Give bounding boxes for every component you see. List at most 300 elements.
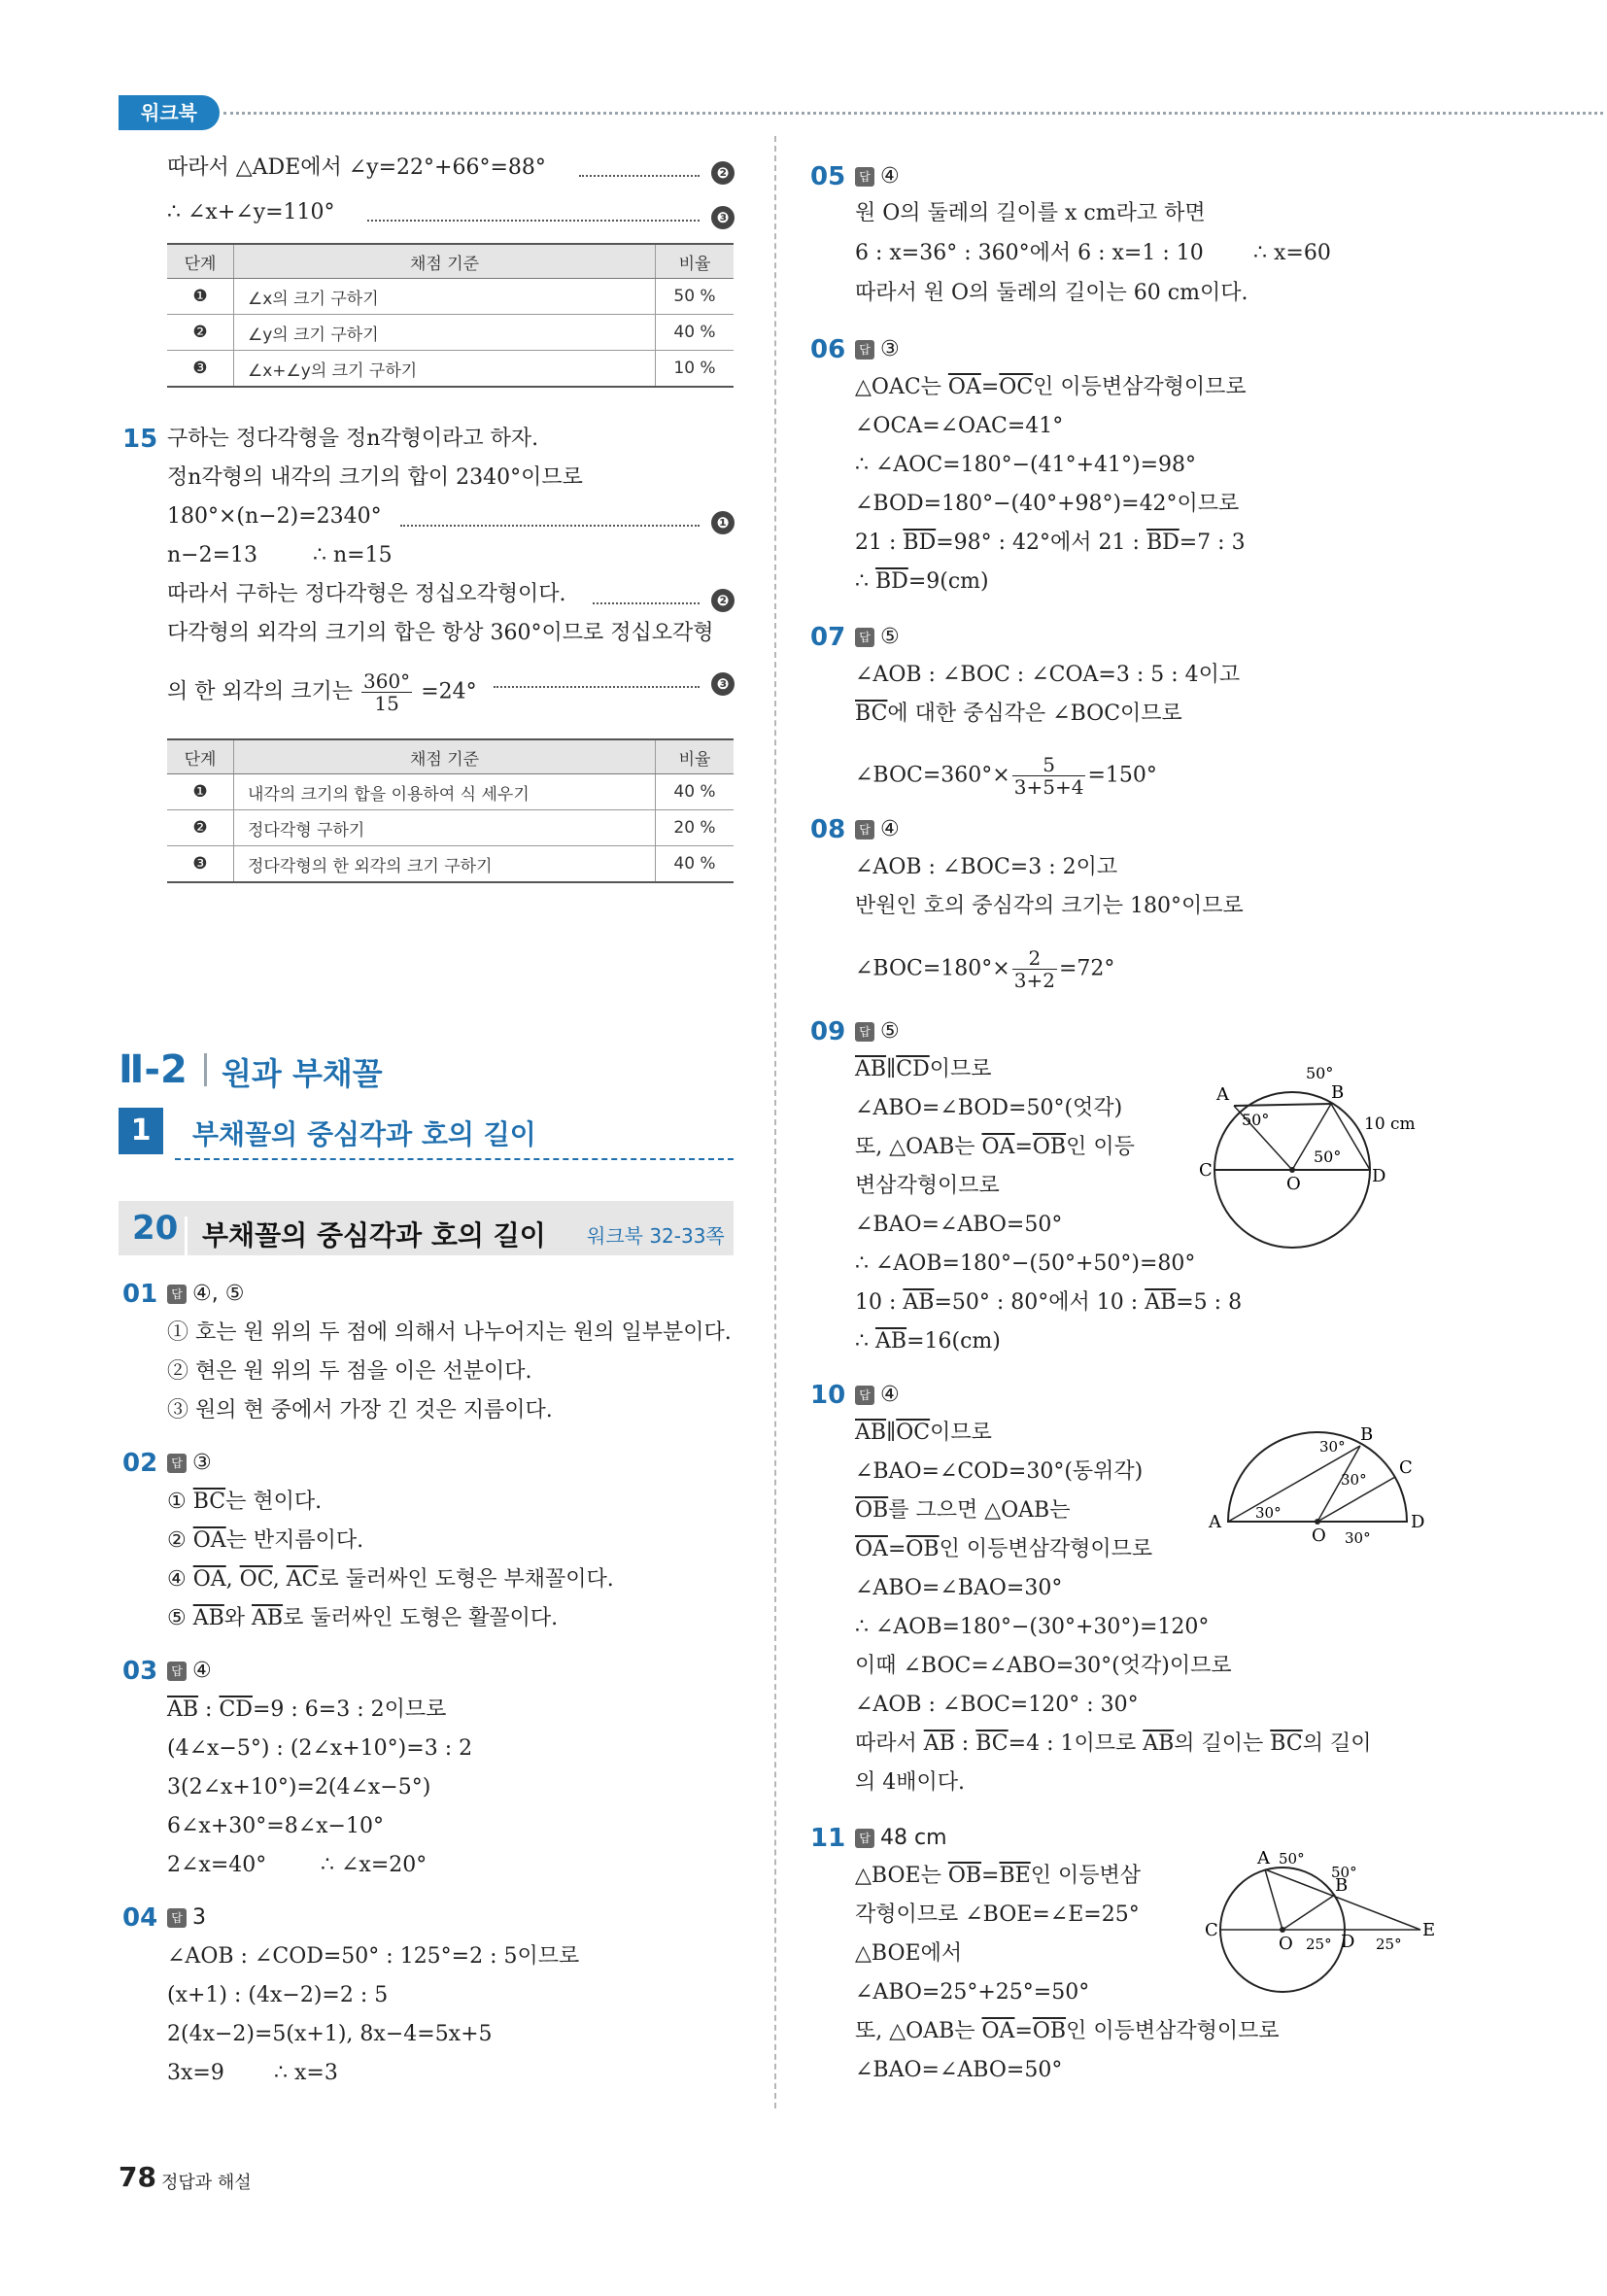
text: ∥ — [886, 1057, 897, 1081]
marker-3: ❸ — [711, 206, 735, 229]
text: , — [225, 1567, 240, 1592]
p15-line-4a: n−2=13 — [167, 543, 258, 567]
scoring-table-2 — [167, 738, 734, 883]
radius-ob — [1282, 1895, 1335, 1930]
p06-line-2: ∠OCA=∠OAC=41° — [855, 414, 1064, 438]
p05-line-3: 따라서 원 O의 둘레의 길이는 60 cm이다. — [855, 281, 1248, 305]
p15-line-7a: 의 한 외각의 크기는 — [167, 679, 353, 704]
label-d: D — [1411, 1512, 1425, 1532]
p10-line-10: 의 4배이다. — [855, 1770, 965, 1795]
segment: $\overline{OA}$ — [981, 2019, 1015, 2043]
problem-number: 01 — [122, 1280, 158, 1309]
p11-line-2: 각형이므로 ∠BOE=∠E=25° — [855, 1902, 1140, 1927]
problem-number: 02 — [122, 1449, 158, 1478]
circle-figure-09 — [1199, 1055, 1428, 1250]
problem-number: 08 — [810, 815, 846, 844]
arc: $\overline{AB}$ — [252, 1606, 284, 1630]
table-cell: 10 % — [656, 351, 735, 388]
answer-line — [855, 623, 900, 652]
segment: $\overline{OA}$ — [192, 1528, 226, 1553]
p10-line-2: ∠BAO=∠COD=30°(동위각) — [855, 1459, 1144, 1484]
answer-badge: 답 — [855, 1022, 874, 1042]
lesson-number: 20 — [132, 1209, 179, 1248]
table-cell: ❸ — [167, 351, 234, 388]
text: =150° — [1087, 763, 1157, 788]
label-o: O — [1279, 1934, 1293, 1954]
answer-value: ⑤ — [880, 1019, 900, 1044]
text: 의 길이는 — [1174, 1731, 1271, 1756]
arc: $\overline{AB}$ — [167, 1697, 199, 1722]
page-number: 78 — [119, 2161, 156, 2193]
p06-line-5 — [855, 529, 1246, 558]
p15-line-1: 구하는 정다각형을 정n각형이라고 하자. — [167, 427, 539, 451]
segment: $\overline{OB}$ — [1032, 1135, 1067, 1159]
footer-text: 정답과 해설 — [161, 2173, 252, 2193]
answer-value: ③ — [192, 1451, 212, 1475]
p04-line-4a: 3x=9 — [167, 2061, 224, 2085]
table-header: 단계 — [167, 244, 234, 279]
p01-line-1: ① 호는 원 위의 두 점에 의해서 나누어지는 원의 일부분이다. — [167, 1320, 732, 1345]
table-cell: ❶ — [167, 279, 234, 315]
p10-line-5: ∠ABO=∠BAO=30° — [855, 1576, 1063, 1600]
answer-badge: 답 — [167, 1662, 187, 1681]
table-cell: ∠x+∠y의 크기 구하기 — [234, 351, 656, 388]
problem-number: 15 — [122, 425, 158, 454]
p15-line-7 — [167, 670, 477, 714]
text: : — [954, 1731, 976, 1756]
text: =9 : 6=3 : 2이므로 — [252, 1697, 447, 1722]
p11-line-6: ∠BAO=∠ABO=50° — [855, 2058, 1063, 2082]
marker-1: ❶ — [711, 511, 735, 534]
arc: $\overline{AB}$ — [903, 1290, 935, 1315]
p15-line-5: 따라서 구하는 정다각형은 정십오각형이다. — [167, 582, 566, 606]
arc: $\overline{BC}$ — [1270, 1731, 1303, 1756]
section-title: 원과 부채꼴 — [222, 1055, 383, 1092]
marker-2: ❷ — [711, 589, 735, 612]
arc: $\overline{BC}$ — [975, 1731, 1009, 1756]
denominator: 15 — [374, 692, 399, 715]
answer-badge: 답 — [855, 628, 874, 647]
text: 10 : — [855, 1290, 904, 1315]
p02-line-1 — [167, 1488, 322, 1517]
angle-label: 50° — [1242, 1111, 1270, 1129]
leader-dots — [400, 525, 700, 527]
table-header: 비율 — [656, 244, 735, 279]
p07-line-3 — [855, 754, 1157, 798]
p15-line-7b: =24° — [421, 679, 477, 704]
answer-line — [167, 1280, 244, 1309]
table-cell: 50 % — [656, 279, 735, 315]
chord-ab — [1234, 1104, 1331, 1106]
lesson-divider — [185, 1217, 188, 1259]
subsection-underline — [175, 1158, 734, 1160]
table-row — [167, 315, 734, 351]
angle-label: 50° — [1314, 1148, 1342, 1166]
table-cell: ❷ — [167, 315, 234, 351]
angle-label: 50° — [1279, 1850, 1305, 1868]
leader-dots — [494, 686, 700, 688]
marker-3: ❸ — [711, 672, 735, 696]
text: ① — [167, 1490, 193, 1514]
arc: $\overline{BD}$ — [1145, 531, 1180, 555]
subsection-number: 1 — [119, 1108, 163, 1154]
table-header: 채점 기준 — [234, 244, 656, 279]
segment: $\overline{AB}$ — [855, 1057, 887, 1081]
text: 를 그으면 △OAB는 — [888, 1498, 1071, 1523]
label-c: C — [1199, 1160, 1213, 1181]
p09-line-4: 변삼각형이므로 — [855, 1174, 1000, 1198]
numerator: 2 — [1012, 947, 1057, 970]
numerator: 5 — [1012, 754, 1086, 776]
p07-line-1: ∠AOB : ∠BOC : ∠COA=3 : 5 : 4이고 — [855, 663, 1241, 687]
arc: $\overline{AB}$ — [1143, 1731, 1175, 1756]
denominator: 3+5+4 — [1013, 775, 1084, 799]
arc: $\overline{AB}$ — [875, 1329, 907, 1354]
answer-badge: 답 — [855, 167, 874, 187]
table-cell: ❶ — [167, 774, 234, 810]
answer-badge: 답 — [855, 820, 874, 840]
text: =7 : 3 — [1179, 531, 1246, 555]
label-a: A — [1257, 1848, 1270, 1868]
label-a: A — [1209, 1512, 1221, 1532]
answer-line — [855, 1017, 900, 1046]
p10-line-4 — [855, 1535, 1152, 1564]
arc: $\overline{AB}$ — [1145, 1290, 1177, 1315]
segment: $\overline{OA}$ — [947, 375, 981, 399]
denominator: 3+2 — [1013, 969, 1055, 992]
text: =16(cm) — [906, 1329, 1001, 1354]
answer-badge: 답 — [167, 1285, 187, 1304]
answer-badge: 답 — [855, 1386, 874, 1405]
p08-line-2: 반원인 호의 중심각의 크기는 180°이므로 — [855, 894, 1244, 918]
answer-line — [167, 1903, 206, 1933]
label-d: D — [1341, 1932, 1355, 1952]
table-row — [167, 279, 734, 315]
answer-value: ⑤ — [880, 625, 900, 649]
table-row — [167, 810, 734, 846]
fraction — [361, 670, 412, 714]
p15-line-4b: ∴ n=15 — [313, 543, 393, 567]
text: ∴ — [855, 569, 875, 594]
length-label: 10 cm — [1364, 1114, 1416, 1134]
text: △BOE는 — [855, 1864, 948, 1888]
p03-line-5a: 2∠x=40° — [167, 1853, 267, 1877]
text: ④ — [167, 1567, 193, 1592]
p04-line-3: 2(4x−2)=5(x+1), 8x−4=5x+5 — [167, 2022, 493, 2046]
answer-value: ④ — [880, 817, 900, 841]
text: : — [198, 1697, 220, 1722]
text: = — [980, 375, 1000, 399]
problem-number: 05 — [810, 162, 846, 191]
table-cell: ❷ — [167, 810, 234, 846]
text: 에 대한 중심각은 ∠BOC이므로 — [887, 702, 1182, 726]
p06-line-4: ∠BOD=180°−(40°+98°)=42°이므로 — [855, 492, 1240, 516]
angle-label: 50° — [1331, 1864, 1357, 1881]
angle-label: 50° — [1306, 1064, 1334, 1082]
text: 와 — [223, 1606, 253, 1630]
table-header: 채점 기준 — [234, 739, 656, 774]
problem-number: 03 — [122, 1657, 158, 1686]
answer-badge: 답 — [167, 1454, 187, 1473]
center-point — [1289, 1167, 1295, 1173]
p03-line-4: 6∠x+30°=8∠x−10° — [167, 1814, 384, 1838]
arc: $\overline{AB}$ — [923, 1731, 955, 1756]
p09-line-1 — [855, 1055, 991, 1084]
segment: $\overline{BE}$ — [999, 1864, 1031, 1888]
p09-line-7 — [855, 1288, 1242, 1318]
text: , — [272, 1567, 287, 1592]
column-divider — [774, 136, 776, 2108]
text: 로 둘러싸인 도형은 활꼴이다. — [283, 1606, 559, 1630]
p02-line-4 — [167, 1604, 558, 1633]
p09-line-6: ∴ ∠AOB=180°−(50°+50°)=80° — [855, 1251, 1196, 1276]
answer-value: ④ — [880, 1383, 900, 1407]
angle-label: 30° — [1319, 1438, 1346, 1456]
p05-line-2a: 6 : x=36° : 360°에서 6 : x=1 : 10 — [855, 241, 1204, 265]
segment: $\overline{OB}$ — [947, 1864, 982, 1888]
answer-badge: 답 — [855, 340, 874, 360]
answer-value: 48 cm — [880, 1826, 947, 1850]
arc: $\overline{CD}$ — [219, 1697, 253, 1722]
answer-badge: 답 — [167, 1908, 187, 1928]
text: =72° — [1058, 956, 1115, 981]
p08-line-1: ∠AOB : ∠BOC=3 : 2이고 — [855, 855, 1118, 879]
segment: $\overline{OA}$ — [855, 1537, 888, 1561]
p01-line-2: ② 현은 원 위의 두 점을 이은 선분이다. — [167, 1359, 532, 1384]
table-cell: 40 % — [656, 774, 735, 810]
p03-line-3: 3(2∠x+10°)=2(4∠x−5°) — [167, 1775, 431, 1799]
segment: $\overline{AB}$ — [855, 1421, 887, 1445]
label-o: O — [1286, 1174, 1301, 1194]
table-cell: 정다각형 구하기 — [234, 810, 656, 846]
p04-line-2: (x+1) : (4x−2)=2 : 5 — [167, 1983, 389, 2007]
circle-figure-11 — [1205, 1850, 1438, 1996]
p10-line-7: 이때 ∠BOC=∠ABO=30°(엇각)이므로 — [855, 1654, 1232, 1678]
intro-line-1: 따라서 △ADE에서 ∠y=22°+66°=88° — [167, 155, 546, 180]
p06-line-6 — [855, 567, 989, 597]
angle-label: 25° — [1306, 1936, 1332, 1953]
table-cell: ∠y의 크기 구하기 — [234, 315, 656, 351]
answer-line — [855, 1381, 900, 1410]
problem-number: 10 — [810, 1381, 846, 1410]
arc: $\overline{BD}$ — [903, 531, 937, 555]
text: 인 이등변삼각형이므로 — [939, 1537, 1153, 1561]
angle-label: 30° — [1345, 1529, 1371, 1547]
workbook-reference: 워크북 32-33쪽 — [587, 1224, 725, 1248]
leader-dots — [367, 220, 700, 222]
p15-line-3: 180°×(n−2)=2340° — [167, 504, 382, 529]
text: =4 : 1이므로 — [1008, 1731, 1144, 1756]
header-dotted-line — [223, 112, 1603, 115]
text: ∥ — [886, 1421, 897, 1445]
section-number: Ⅱ-2 — [119, 1047, 188, 1092]
text: 또, △OAB는 — [855, 2019, 982, 2043]
table-cell: 20 % — [656, 810, 735, 846]
p09-line-3 — [855, 1133, 1135, 1162]
table-header: 비율 — [656, 739, 735, 774]
answer-line — [167, 1657, 212, 1686]
text: ② — [167, 1528, 193, 1553]
p15-line-6: 다각형의 외각의 크기의 합은 항상 360°이므로 정십오각형 — [167, 621, 714, 645]
text: =50° : 80°에서 10 : — [934, 1290, 1145, 1315]
p09-line-8 — [855, 1327, 1001, 1356]
text: 인 이등변삼 — [1030, 1864, 1141, 1888]
text: ∴ — [855, 1329, 875, 1354]
p02-line-2 — [167, 1526, 363, 1556]
segment: $\overline{OA}$ — [981, 1135, 1015, 1159]
workbook-tab: 워크북 — [119, 95, 220, 130]
semicircle-figure-10 — [1205, 1415, 1428, 1551]
p06-line-1 — [855, 373, 1247, 402]
text: = — [887, 1537, 906, 1561]
p04-line-1: ∠AOB : ∠COD=50° : 125°=2 : 5이므로 — [167, 1944, 580, 1969]
problem-number: 09 — [810, 1017, 846, 1046]
p10-line-3 — [855, 1496, 1070, 1525]
p05-line-2b: ∴ x=60 — [1253, 241, 1331, 265]
text: 인 이등 — [1066, 1135, 1135, 1159]
p11-line-4: ∠ABO=25°+25°=50° — [855, 1980, 1090, 2005]
angle-label: 25° — [1376, 1936, 1402, 1953]
scoring-table-1 — [167, 243, 734, 388]
text: =98° : 42°에서 21 : — [936, 531, 1146, 555]
p15-line-2: 정n각형의 내각의 크기의 합이 2340°이므로 — [167, 465, 583, 490]
answer-value: ④ — [880, 164, 900, 188]
text: ∠BOC=360°× — [855, 763, 1010, 788]
answer-line — [167, 1449, 212, 1478]
p10-line-6: ∴ ∠AOB=180°−(30°+30°)=120° — [855, 1615, 1210, 1639]
text: 인 이등변삼각형이므로 — [1066, 2019, 1280, 2043]
label-b: B — [1360, 1424, 1374, 1445]
arc: $\overline{AC}$ — [286, 1567, 319, 1592]
p01-line-3: ③ 원의 현 중에서 가장 긴 것은 지름이다. — [167, 1398, 553, 1422]
text: =9(cm) — [907, 569, 989, 594]
p09-line-5: ∠BAO=∠ABO=50° — [855, 1213, 1063, 1237]
p04-line-4b: ∴ x=3 — [274, 2061, 338, 2085]
p10-line-9 — [855, 1730, 1371, 1759]
p03-line-2: (4∠x−5°) : (2∠x+10°)=3 : 2 — [167, 1736, 473, 1761]
text: = — [1014, 1135, 1033, 1159]
label-b: B — [1331, 1082, 1345, 1103]
segment: $\overline{CD}$ — [896, 1057, 930, 1081]
segment: $\overline{OC}$ — [239, 1567, 273, 1592]
text: 21 : — [855, 531, 904, 555]
radius-oa — [1265, 1869, 1282, 1930]
table-row — [167, 774, 734, 810]
p07-line-2 — [855, 700, 1182, 729]
segment: $\overline{OA}$ — [192, 1567, 226, 1592]
p11-line-3: △BOE에서 — [855, 1941, 963, 1966]
table-header: 단계 — [167, 739, 234, 774]
segment: $\overline{OC}$ — [896, 1421, 931, 1445]
marker-2: ❷ — [711, 161, 735, 185]
p09-line-2: ∠ABO=∠BOD=50°(엇각) — [855, 1096, 1123, 1120]
text: = — [981, 1864, 1000, 1888]
text: =5 : 8 — [1176, 1290, 1243, 1315]
problem-number: 04 — [122, 1903, 158, 1933]
table-cell: 정다각형의 한 외각의 크기 구하기 — [234, 846, 656, 883]
table-cell: ❸ — [167, 846, 234, 883]
segment: $\overline{AB}$ — [192, 1606, 224, 1630]
answer-line — [855, 335, 900, 364]
fraction — [1012, 947, 1057, 991]
label-b: B — [1335, 1875, 1349, 1896]
answer-line — [855, 162, 900, 191]
p03-line-1 — [167, 1696, 446, 1725]
label-c: C — [1205, 1920, 1218, 1940]
answer-line — [855, 1824, 947, 1853]
table-row — [167, 351, 734, 388]
section-divider — [204, 1053, 207, 1086]
table-cell: 40 % — [656, 846, 735, 883]
answer-value: 3 — [192, 1905, 206, 1930]
text: ⑤ — [167, 1606, 193, 1630]
text: 또, △OAB는 — [855, 1135, 982, 1159]
table-row — [167, 846, 734, 883]
answer-line — [855, 815, 900, 844]
p06-line-3: ∴ ∠AOC=180°−(41°+41°)=98° — [855, 453, 1197, 477]
text: △OAC는 — [855, 375, 948, 399]
lesson-title: 부채꼴의 중심각과 호의 길이 — [202, 1219, 546, 1251]
segment: $\overline{BC}$ — [192, 1490, 226, 1514]
p11-line-1 — [855, 1862, 1141, 1891]
text: ∠BOC=180°× — [855, 956, 1010, 981]
arc: $\overline{BD}$ — [875, 569, 908, 594]
p02-line-3 — [167, 1565, 614, 1594]
answer-value: ④, ⑤ — [192, 1282, 245, 1306]
label-c: C — [1399, 1457, 1413, 1478]
angle-label: 30° — [1255, 1504, 1282, 1522]
numerator: 360° — [363, 669, 411, 693]
segment: $\overline{OB}$ — [855, 1498, 889, 1523]
p11-line-5 — [855, 2017, 1280, 2046]
label-a: A — [1216, 1084, 1229, 1105]
leader-dots — [579, 175, 700, 177]
text: 인 이등변삼각형이므로 — [1033, 375, 1247, 399]
p10-line-8: ∠AOB : ∠BOC=120° : 30° — [855, 1693, 1139, 1717]
text: 따라서 — [855, 1731, 924, 1756]
intro-line-2: ∴ ∠x+∠y=110° — [167, 200, 335, 224]
leader-dots — [593, 602, 700, 604]
segment: $\overline{OB}$ — [906, 1537, 940, 1561]
segment: $\overline{OC}$ — [999, 375, 1034, 399]
label-o: O — [1312, 1525, 1326, 1546]
answer-badge: 답 — [855, 1829, 874, 1848]
label-e: E — [1422, 1920, 1436, 1940]
p08-line-3 — [855, 947, 1114, 991]
problem-number: 11 — [810, 1824, 846, 1853]
table-cell: 내각의 크기의 합을 이용하여 식 세우기 — [234, 774, 656, 810]
table-cell: ∠x의 크기 구하기 — [234, 279, 656, 315]
problem-number: 07 — [810, 623, 846, 652]
arc: $\overline{BC}$ — [855, 702, 888, 726]
subsection-title: 부채꼴의 중심각과 호의 길이 — [192, 1118, 536, 1150]
p10-line-1 — [855, 1419, 992, 1448]
text: 로 둘러싸인 도형은 부채꼴이다. — [318, 1567, 614, 1592]
table-cell: 40 % — [656, 315, 735, 351]
fraction — [1012, 754, 1086, 798]
text: 이므로 — [929, 1057, 992, 1081]
label-d: D — [1372, 1166, 1386, 1186]
text: 의 길이 — [1302, 1731, 1372, 1756]
text: 는 반지름이다. — [225, 1528, 364, 1553]
text: 이므로 — [930, 1421, 992, 1445]
text: 는 현이다. — [225, 1490, 323, 1514]
answer-value: ④ — [192, 1659, 212, 1683]
center-point — [1315, 1519, 1320, 1525]
center-point — [1280, 1927, 1285, 1933]
segment: $\overline{OB}$ — [1032, 2019, 1067, 2043]
problem-number: 06 — [810, 335, 846, 364]
